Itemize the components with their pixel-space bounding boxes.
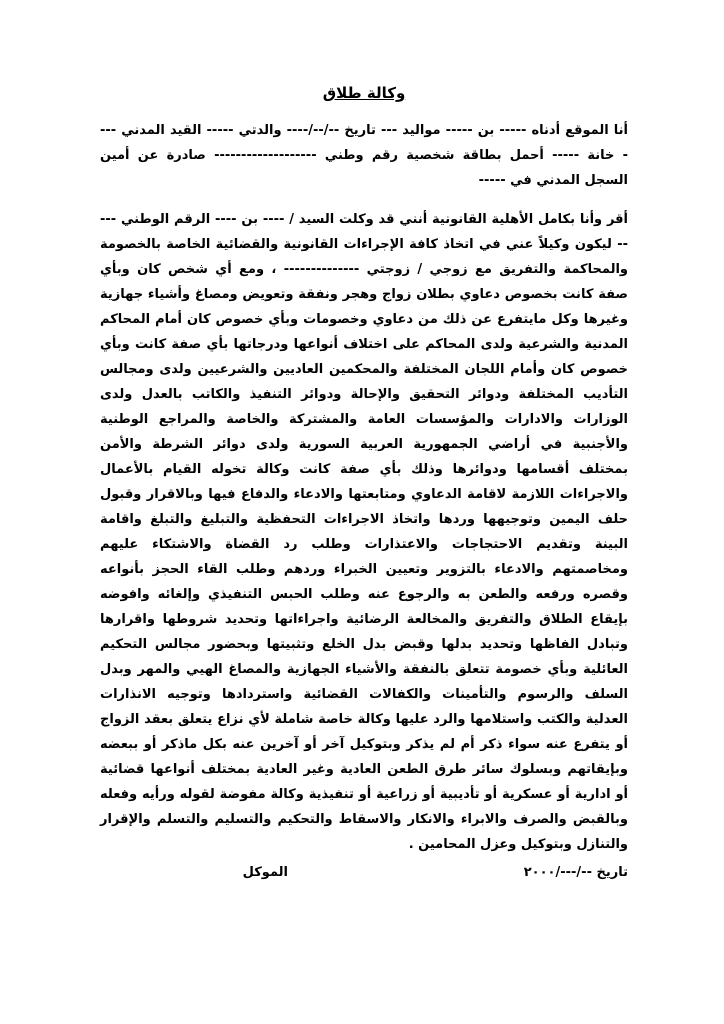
document-title: وكالة طلاق xyxy=(322,84,406,102)
signature-row xyxy=(100,865,628,895)
principal-label: الموكل xyxy=(242,865,288,880)
authorization-body-paragraph: أقر وأنا بكامل الأهلية القانونية أنني قد وكلت السيد / ---- بن ---- الرقم الوطني ----- ليكون وكيلاً عني في اتخاذ كافة الإجراءات القانونية والقضائية الخاصة بالخصومة والمحاكمة والتفريق مع زوجي / زوجتي -------------- ، ومع أي شخص كان وبأي صفة كانت بخصوص دعاوي بطلان زواج وهجر ونفقة وتعويض ومصاغ وأشياء جهازية وغيرها وكل مايتفرع عن ذلك من دعاوي وخصومات وبأي خصوص كان أمام المحاكم المدنية والشرعية ولدى المحاكم على اختلاف أنواعها ودرجاتها بأي صفة كانت وبأي خصوص كان وأمام اللجان المختلفة والمحكمين العاديين والشرعيين ولدى ومجالس التأديب المختلفة ودوائر التحقيق والإحالة ودوائر التنفيذ والكاتب بالعدل ولدى الوزارات والادارات والمؤسسات العامة والمشتركة والخاصة والمراجع الوطنية والأجنبية في أراضي الجمهورية العربية السورية ولدى دوائر الشرطة والأمن بمختلف أقسامها ودوائرها وذلك بأي صفة كانت وكالة تخوله القيام بالأعمال والاجراءات اللازمة لاقامة الدعاوي ومتابعتها والادعاء والدفاع فيها وبالاقرار وقبول حلف اليمين وتوجيهها وردها واتخاذ الاجراءات التحفظية والتبليغ والتبلغ واقامة البينة وتقديم الاحتجاجات والاعتذارات وطلب رد القضاة والاشتكاء عليهم ومخاصمتهم والادعاء بالتزوير وتعيين الخبراء وردهم وطلب القاء الحجز بأنواعه وقصره ورفعه والطعن به والرجوع عنه وطلب الحبس التنفيذي وإلغائه وافوضه بإيقاع الطلاق والتفريق والمخالعة الرضائية واجراءاتها وتحديد شروطها واقرارها وتبادل الفاظها وتحديد بدلها وقبض بدل الخلع وتثبيتها وبحضور مجالس التحكيم العائلية وبأي خصومة تتعلق بالنفقة والأشياء الجهازية والمصاغ الهيي والمهر وبدل السلف والرسوم والتأمينات والكفالات القضائية واستردادها وتوجيه الانذارات العدلية والكتب واستلامها والرد عليها وكالة خاصة شاملة لأي نزاع يتعلق بعقد الزواج أو يتفرع عنه سواء ذكر أم لم يذكر وبتوكيل آخر أو آخرين عنه بكل ماذكر أو ببعضه وبإيقاتهم وبسلوك سائر طرق الطعن العادية وغير العادية بمختلف أنواعها قضائية أو ادارية أو عسكرية أو تأديبية أو زراعية أو تنفيذية وكالة مفوضة لقوله ورأيه وفعله وبالقبض والصرف والابراء والانكار والاسقاط والتحكيم والتسليم والتسلم والإقرار والتنازل وبتوكيل وعزل المحامين . xyxy=(100,212,628,852)
date-line: تاريخ --/---/٢٠٠٠ xyxy=(523,865,628,880)
principal-identity-paragraph: أنا الموقع أدناه ----- بن ----- مواليد --- تاريخ --/--/---- والدتي ----- القيد المدني --- - خانة ----- أحمل بطاقة شخصية رقم وطني ------------------- صادرة عن أمين السجل المدني في ----- xyxy=(100,123,628,188)
power-of-attorney-document xyxy=(100,84,628,895)
